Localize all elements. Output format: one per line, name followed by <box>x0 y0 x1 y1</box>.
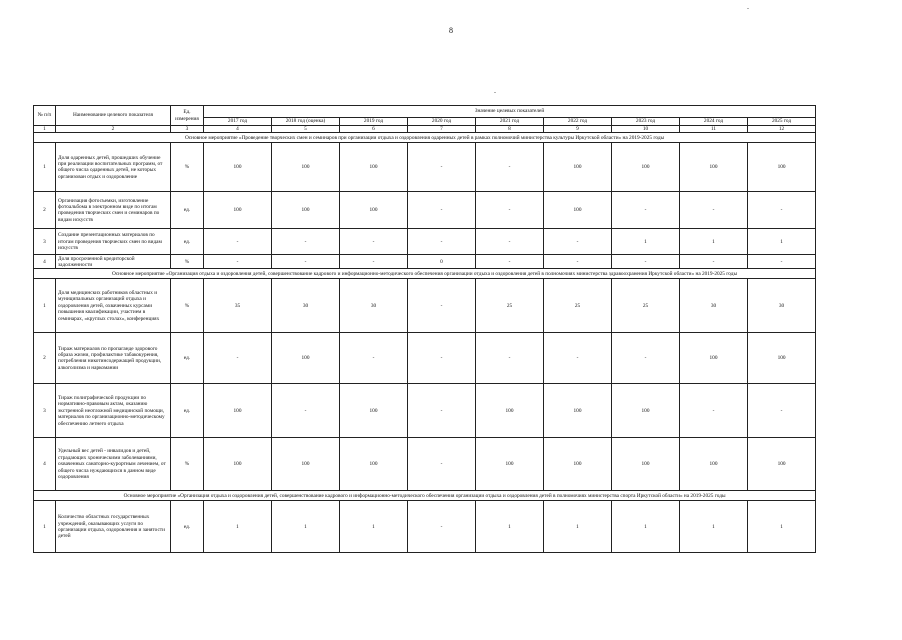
value-cell: - <box>204 333 272 384</box>
row-number: 3 <box>34 384 56 438</box>
column-number: 1 <box>34 126 56 133</box>
value-cell: 30 <box>680 279 748 333</box>
table-header <box>34 106 816 133</box>
header-year: 2020 год <box>408 118 476 126</box>
value-cell: 100 <box>612 143 680 192</box>
value-cell: 30 <box>340 279 408 333</box>
value-cell: - <box>748 255 816 269</box>
row-number: 4 <box>34 255 56 269</box>
header-num: № п/п <box>34 106 56 126</box>
value-cell: 100 <box>748 143 816 192</box>
value-cell: - <box>340 229 408 255</box>
header-year: 2025 год <box>748 118 816 126</box>
value-cell: 1 <box>272 501 340 553</box>
value-cell: - <box>476 192 544 229</box>
value-cell: 100 <box>204 192 272 229</box>
scan-speck <box>747 8 749 9</box>
column-number: 10 <box>612 126 680 133</box>
value-cell: 100 <box>204 143 272 192</box>
value-cell: 1 <box>748 229 816 255</box>
value-cell: - <box>680 255 748 269</box>
value-cell: - <box>544 229 612 255</box>
value-cell: 100 <box>612 438 680 491</box>
value-cell: 100 <box>204 384 272 438</box>
section-title: Основное мероприятие «Организация отдыха и оздоровления детей, совершенствование кадрового и информационно-методического обеспечения организации отдыха и оздоровления детей в полномочиях министерства здравоохранения Иркутской области» на 2019-2025 годы <box>34 269 816 279</box>
value-cell: - <box>476 229 544 255</box>
value-cell: 1 <box>612 501 680 553</box>
value-cell: - <box>340 333 408 384</box>
table-row <box>34 438 816 491</box>
row-number: 1 <box>34 279 56 333</box>
column-number: 3 <box>171 126 204 133</box>
value-cell: - <box>408 229 476 255</box>
column-numbers-row <box>34 126 816 133</box>
value-cell: 100 <box>272 438 340 491</box>
column-number: 6 <box>340 126 408 133</box>
unit-cell: ед. <box>171 192 204 229</box>
unit-cell: % <box>171 438 204 491</box>
value-cell: 100 <box>544 143 612 192</box>
value-cell: - <box>408 333 476 384</box>
row-number: 1 <box>34 143 56 192</box>
value-cell: 1 <box>612 229 680 255</box>
value-cell: 1 <box>204 501 272 553</box>
value-cell: 1 <box>340 501 408 553</box>
value-cell: 1 <box>680 501 748 553</box>
value-cell: 1 <box>544 501 612 553</box>
value-cell: - <box>272 255 340 269</box>
value-cell: 100 <box>272 143 340 192</box>
unit-cell: ед. <box>171 384 204 438</box>
value-cell: 1 <box>748 501 816 553</box>
value-cell: 1 <box>476 501 544 553</box>
value-cell: 100 <box>340 438 408 491</box>
header-year: 2021 год <box>476 118 544 126</box>
value-cell: 100 <box>340 384 408 438</box>
header-year: 2017 год <box>204 118 272 126</box>
value-cell: - <box>408 279 476 333</box>
header-year: 2024 год <box>680 118 748 126</box>
value-cell: 35 <box>204 279 272 333</box>
value-cell: - <box>408 501 476 553</box>
value-cell: 100 <box>340 192 408 229</box>
value-cell: - <box>340 255 408 269</box>
value-cell: - <box>612 333 680 384</box>
value-cell: 100 <box>476 438 544 491</box>
value-cell: 100 <box>680 143 748 192</box>
indicator-name: Организация фотосъемки, изготовление фотоальбома в электронном виде по итогам проведения творческих смен и семинаров по видам искусств <box>56 192 171 229</box>
table-row <box>34 384 816 438</box>
value-cell: - <box>476 143 544 192</box>
value-cell: 100 <box>340 143 408 192</box>
value-cell: 100 <box>748 438 816 491</box>
value-cell: 100 <box>680 438 748 491</box>
indicator-name: Удельный вес детей - инвалидов и детей, страдающих хроническими заболеваниями, охваченных санаторно-курортным лечением, от общего числа нуждающихся в данном виде оздоровления <box>56 438 171 491</box>
unit-cell: % <box>171 279 204 333</box>
value-cell: - <box>612 255 680 269</box>
value-cell: - <box>476 255 544 269</box>
table-row <box>34 143 816 192</box>
value-cell: 30 <box>748 279 816 333</box>
row-number: 3 <box>34 229 56 255</box>
value-cell: 25 <box>612 279 680 333</box>
indicator-name: Создание презентационных материалов по итогам проведения творческих смен по видам искусств <box>56 229 171 255</box>
column-number: 4 <box>204 126 272 133</box>
value-cell: - <box>272 229 340 255</box>
value-cell: - <box>272 384 340 438</box>
table-body <box>34 133 816 553</box>
unit-cell: ед. <box>171 501 204 553</box>
value-cell: 100 <box>204 438 272 491</box>
header-values: Значение целевых показателей <box>204 106 816 118</box>
table-row <box>34 229 816 255</box>
row-number: 2 <box>34 333 56 384</box>
value-cell: - <box>544 255 612 269</box>
value-cell: - <box>612 192 680 229</box>
value-cell: 100 <box>272 333 340 384</box>
value-cell: 100 <box>476 384 544 438</box>
header-name: Наименование целевого показателя <box>56 106 171 126</box>
value-cell: - <box>408 143 476 192</box>
column-number: 2 <box>56 126 171 133</box>
scan-speck <box>494 92 496 93</box>
value-cell: - <box>408 384 476 438</box>
value-cell: 1 <box>680 229 748 255</box>
indicator-name: Доля просроченной кредиторской задолженности <box>56 255 171 269</box>
unit-cell: % <box>171 255 204 269</box>
value-cell: 30 <box>272 279 340 333</box>
row-number: 1 <box>34 501 56 553</box>
column-number: 9 <box>544 126 612 133</box>
value-cell: 100 <box>272 192 340 229</box>
value-cell: 100 <box>544 438 612 491</box>
indicators-table <box>33 105 816 553</box>
value-cell: - <box>748 384 816 438</box>
value-cell: - <box>204 229 272 255</box>
value-cell: - <box>680 192 748 229</box>
value-cell: 100 <box>544 192 612 229</box>
value-cell: - <box>544 333 612 384</box>
value-cell: 0 <box>408 255 476 269</box>
indicator-name: Доля одаренных детей, прошедших обучение при реализации воспитательных программ, от общего числа одаренных детей, не которых организован отдых и оздоровление <box>56 143 171 192</box>
header-unit: Ед. измерения <box>171 106 204 126</box>
header-year: 2022 год <box>544 118 612 126</box>
header-year: 2019 год <box>340 118 408 126</box>
section-title: Основное мероприятие «Проведение творческих смен и семинаров при организации отдыха и оздоровления одаренных детей в рамках полномочий министерства культуры Иркутской области» на 2019-2025 годы <box>34 133 816 143</box>
value-cell: - <box>476 333 544 384</box>
indicator-name: Доля медицинских работников областных и муниципальных организаций отдыха и оздоровления детей, охваченных курсами повышения квалификации, участием в семинарах, «круглых столах», конференциях <box>56 279 171 333</box>
indicator-name: Тираж полиграфической продукции по нормативно-правовым актам, оказанию экстренной неотложной медицинской помощи, материалов по организационно-методическому обеспечению летнего отдыха <box>56 384 171 438</box>
value-cell: - <box>748 192 816 229</box>
column-number: 5 <box>272 126 340 133</box>
indicator-name: Количество областных государственных учреждений, оказывающих услуги по организации отдыха, оздоровления и занятости детей <box>56 501 171 553</box>
value-cell: 100 <box>748 333 816 384</box>
value-cell: 25 <box>476 279 544 333</box>
header-year: 2023 год <box>612 118 680 126</box>
header-year: 2018 год (оценка) <box>272 118 340 126</box>
section-row <box>34 491 816 501</box>
table-row <box>34 192 816 229</box>
unit-cell: % <box>171 143 204 192</box>
table-row <box>34 333 816 384</box>
table-row <box>34 279 816 333</box>
value-cell: - <box>408 192 476 229</box>
column-number: 11 <box>680 126 748 133</box>
section-row <box>34 269 816 279</box>
column-number: 12 <box>748 126 816 133</box>
column-number: 8 <box>476 126 544 133</box>
value-cell: 100 <box>612 384 680 438</box>
table-row <box>34 255 816 269</box>
value-cell: 100 <box>680 333 748 384</box>
page-number: 8 <box>449 26 453 35</box>
section-row <box>34 133 816 143</box>
value-cell: 25 <box>544 279 612 333</box>
value-cell: - <box>680 384 748 438</box>
section-title: Основное мероприятие «Организация отдыха и оздоровления детей, совершенствование кадрового и информационно-методического обеспечения организации отдыха и оздоровления детей в полномочиях министерства спорта Иркутской области» на 2019-2025 годы <box>34 491 816 501</box>
value-cell: 100 <box>544 384 612 438</box>
table-row <box>34 501 816 553</box>
value-cell: - <box>204 255 272 269</box>
row-number: 4 <box>34 438 56 491</box>
unit-cell: ед. <box>171 229 204 255</box>
indicator-name: Тираж материалов по пропаганде здорового образа жизни, профилактике табакокурения, потребления никотинсодержащей продукции, алкоголизма и наркомании <box>56 333 171 384</box>
value-cell: - <box>408 438 476 491</box>
unit-cell: ед. <box>171 333 204 384</box>
row-number: 2 <box>34 192 56 229</box>
column-number: 7 <box>408 126 476 133</box>
